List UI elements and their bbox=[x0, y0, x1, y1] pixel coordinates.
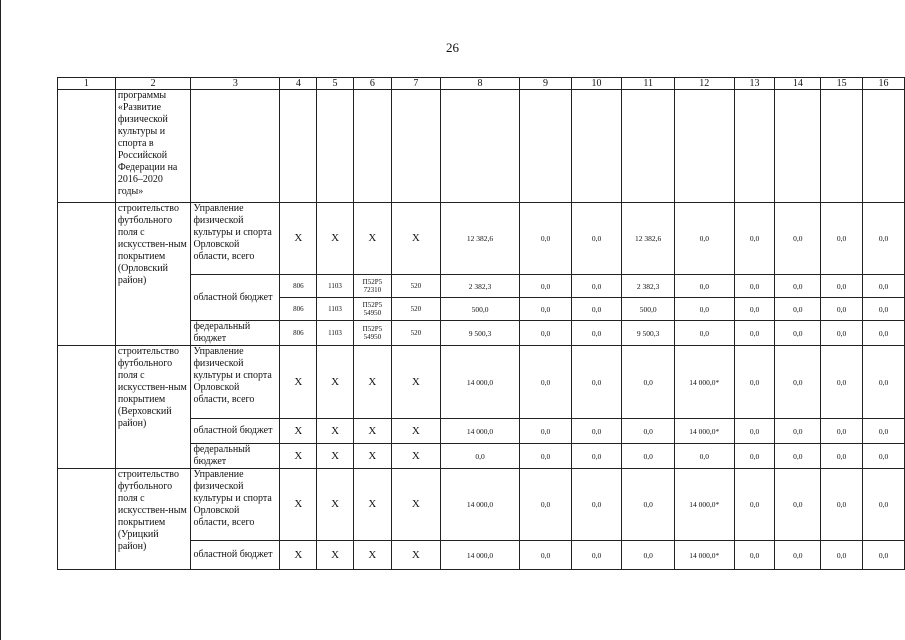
value-cell: 0,0 bbox=[863, 203, 905, 275]
table-row bbox=[58, 346, 905, 419]
empty-cell bbox=[675, 90, 735, 203]
value-cell: 9 500,3 bbox=[622, 321, 675, 346]
x-mark: X bbox=[317, 346, 353, 419]
x-mark: X bbox=[353, 469, 391, 541]
empty-cell bbox=[191, 90, 280, 203]
value-cell: 0,0 bbox=[622, 541, 675, 570]
x-mark: X bbox=[317, 541, 353, 570]
value-cell: 0,0 bbox=[520, 203, 571, 275]
table-row bbox=[58, 203, 905, 275]
object-name-cell: строительство футбольного поля с искусствен-ным покрытием (Урицкий район) bbox=[115, 469, 191, 570]
value-cell: 0,0 bbox=[863, 321, 905, 346]
value-cell: 0,0 bbox=[571, 346, 622, 419]
value-cell: 0,0 bbox=[775, 275, 821, 298]
value-cell: 0,0 bbox=[821, 203, 863, 275]
value-cell: 0,0 bbox=[775, 298, 821, 321]
value-cell: 0,0 bbox=[821, 419, 863, 444]
empty-cell bbox=[58, 203, 116, 346]
value-cell: 500,0 bbox=[622, 298, 675, 321]
value-cell: 2 382,3 bbox=[440, 275, 520, 298]
value-cell: 12 382,6 bbox=[622, 203, 675, 275]
value-cell: 0,0 bbox=[571, 444, 622, 469]
value-cell: 0,0 bbox=[863, 419, 905, 444]
value-cell: 0,0 bbox=[775, 469, 821, 541]
code-cell: 520 bbox=[392, 321, 441, 346]
value-cell: 0,0 bbox=[863, 275, 905, 298]
x-mark: X bbox=[392, 469, 441, 541]
x-mark: X bbox=[280, 419, 317, 444]
value-cell: 0,0 bbox=[734, 203, 775, 275]
column-number: 9 bbox=[520, 78, 571, 90]
column-number: 11 bbox=[622, 78, 675, 90]
x-mark: X bbox=[280, 203, 317, 275]
empty-cell bbox=[821, 90, 863, 203]
page-number: 26 bbox=[446, 40, 459, 55]
left-page-rule bbox=[0, 0, 1, 640]
empty-cell bbox=[58, 90, 116, 203]
value-cell: 0,0 bbox=[775, 346, 821, 419]
value-cell: 0,0 bbox=[571, 469, 622, 541]
code-cell: 520 bbox=[392, 275, 441, 298]
x-mark: X bbox=[353, 419, 391, 444]
value-cell: 0,0 bbox=[734, 321, 775, 346]
x-mark: X bbox=[392, 346, 441, 419]
column-number: 1 bbox=[58, 78, 116, 90]
value-cell: 0,0 bbox=[734, 469, 775, 541]
empty-cell bbox=[58, 469, 116, 570]
empty-cell bbox=[353, 90, 391, 203]
x-mark: X bbox=[392, 203, 441, 275]
x-mark: X bbox=[280, 444, 317, 469]
funding-source-cell: федеральный бюджет bbox=[191, 321, 280, 346]
value-cell: 0,0 bbox=[520, 541, 571, 570]
x-mark: X bbox=[280, 346, 317, 419]
value-cell: 14 000,0* bbox=[675, 346, 735, 419]
value-cell: 0,0 bbox=[775, 444, 821, 469]
value-cell: 0,0 bbox=[734, 275, 775, 298]
object-name-cell: строительство футбольного поля с искусствен-ным покрытием (Орловский район) bbox=[115, 203, 191, 346]
value-cell: 9 500,3 bbox=[440, 321, 520, 346]
value-cell: 0,0 bbox=[622, 419, 675, 444]
value-cell: 0,0 bbox=[821, 321, 863, 346]
x-mark: X bbox=[392, 419, 441, 444]
value-cell: 0,0 bbox=[821, 275, 863, 298]
empty-cell bbox=[392, 90, 441, 203]
column-number: 10 bbox=[571, 78, 622, 90]
table-row bbox=[58, 469, 905, 541]
funding-source-cell: областной бюджет bbox=[191, 419, 280, 444]
value-cell: 0,0 bbox=[821, 541, 863, 570]
column-number: 14 bbox=[775, 78, 821, 90]
value-cell: 0,0 bbox=[775, 321, 821, 346]
value-cell: 500,0 bbox=[440, 298, 520, 321]
value-cell: 0,0 bbox=[571, 541, 622, 570]
funding-source-cell: Управление физической культуры и спорта Орловской области, всего bbox=[191, 469, 280, 541]
value-cell: 0,0 bbox=[734, 298, 775, 321]
value-cell: 14 000,0 bbox=[440, 419, 520, 444]
value-cell: 0,0 bbox=[775, 541, 821, 570]
value-cell: 0,0 bbox=[622, 469, 675, 541]
value-cell: 0,0 bbox=[863, 541, 905, 570]
funding-source-cell: Управление физической культуры и спорта Орловской области, всего bbox=[191, 203, 280, 275]
value-cell: 0,0 bbox=[520, 275, 571, 298]
budget-table bbox=[57, 77, 905, 570]
code-cell: 1103 bbox=[317, 275, 353, 298]
x-mark: X bbox=[353, 346, 391, 419]
value-cell: 0,0 bbox=[675, 321, 735, 346]
table-body bbox=[58, 78, 905, 570]
empty-cell bbox=[520, 90, 571, 203]
value-cell: 0,0 bbox=[520, 321, 571, 346]
code-cell: 806 bbox=[280, 298, 317, 321]
column-number: 8 bbox=[440, 78, 520, 90]
header-row bbox=[58, 78, 905, 90]
code-cell: 806 bbox=[280, 275, 317, 298]
empty-cell bbox=[622, 90, 675, 203]
column-number: 15 bbox=[821, 78, 863, 90]
value-cell: 0,0 bbox=[520, 419, 571, 444]
program-name-cell: программы «Развитие физической культуры и спорта в Российской Федерации на 2016–2020 годы» bbox=[115, 90, 191, 203]
funding-source-cell: Управление физической культуры и спорта Орловской области, всего bbox=[191, 346, 280, 419]
value-cell: 0,0 bbox=[622, 346, 675, 419]
value-cell: 0,0 bbox=[675, 203, 735, 275]
value-cell: 0,0 bbox=[821, 444, 863, 469]
value-cell: 14 000,0 bbox=[440, 346, 520, 419]
value-cell: 0,0 bbox=[775, 203, 821, 275]
value-cell: 0,0 bbox=[675, 298, 735, 321]
value-cell: 0,0 bbox=[571, 275, 622, 298]
value-cell: 0,0 bbox=[821, 346, 863, 419]
code-cell: 806 bbox=[280, 321, 317, 346]
empty-cell bbox=[734, 90, 775, 203]
table-row bbox=[58, 90, 905, 203]
column-number: 16 bbox=[863, 78, 905, 90]
value-cell: 0,0 bbox=[775, 419, 821, 444]
column-number: 12 bbox=[675, 78, 735, 90]
value-cell: 0,0 bbox=[821, 469, 863, 541]
x-mark: X bbox=[317, 419, 353, 444]
empty-cell bbox=[775, 90, 821, 203]
x-mark: X bbox=[317, 469, 353, 541]
column-number: 3 bbox=[191, 78, 280, 90]
x-mark: X bbox=[392, 541, 441, 570]
column-number: 2 bbox=[115, 78, 191, 90]
value-cell: 0,0 bbox=[734, 346, 775, 419]
value-cell: 0,0 bbox=[571, 419, 622, 444]
value-cell: 0,0 bbox=[571, 298, 622, 321]
value-cell: 0,0 bbox=[675, 275, 735, 298]
value-cell: 12 382,6 bbox=[440, 203, 520, 275]
value-cell: 14 000,0* bbox=[675, 541, 735, 570]
column-number: 13 bbox=[734, 78, 775, 90]
value-cell: 0,0 bbox=[571, 321, 622, 346]
value-cell: 0,0 bbox=[520, 444, 571, 469]
empty-cell bbox=[317, 90, 353, 203]
value-cell: 14 000,0* bbox=[675, 419, 735, 444]
value-cell: 0,0 bbox=[863, 444, 905, 469]
x-mark: X bbox=[353, 444, 391, 469]
value-cell: 0,0 bbox=[734, 444, 775, 469]
funding-source-cell: областной бюджет bbox=[191, 541, 280, 570]
value-cell: 0,0 bbox=[520, 469, 571, 541]
code-cell: П52Р5 54950 bbox=[353, 321, 391, 346]
empty-cell bbox=[440, 90, 520, 203]
x-mark: X bbox=[317, 203, 353, 275]
value-cell: 14 000,0 bbox=[440, 469, 520, 541]
column-number: 7 bbox=[392, 78, 441, 90]
value-cell: 0,0 bbox=[520, 298, 571, 321]
column-number: 4 bbox=[280, 78, 317, 90]
value-cell: 14 000,0* bbox=[675, 469, 735, 541]
value-cell: 0,0 bbox=[821, 298, 863, 321]
code-cell: 1103 bbox=[317, 298, 353, 321]
value-cell: 0,0 bbox=[675, 444, 735, 469]
value-cell: 2 382,3 bbox=[622, 275, 675, 298]
x-mark: X bbox=[280, 469, 317, 541]
empty-cell bbox=[863, 90, 905, 203]
x-mark: X bbox=[353, 203, 391, 275]
x-mark: X bbox=[317, 444, 353, 469]
code-cell: 520 bbox=[392, 298, 441, 321]
code-cell: 1103 bbox=[317, 321, 353, 346]
code-cell: П52Р5 54950 bbox=[353, 298, 391, 321]
funding-source-cell: областной бюджет bbox=[191, 275, 280, 321]
object-name-cell: строительство футбольного поля с искусствен-ным покрытием (Верховский район) bbox=[115, 346, 191, 469]
code-cell: П52Р5 72310 bbox=[353, 275, 391, 298]
value-cell: 0,0 bbox=[440, 444, 520, 469]
x-mark: X bbox=[392, 444, 441, 469]
value-cell: 0,0 bbox=[734, 419, 775, 444]
empty-cell bbox=[58, 346, 116, 469]
column-number: 5 bbox=[317, 78, 353, 90]
value-cell: 0,0 bbox=[863, 469, 905, 541]
column-number: 6 bbox=[353, 78, 391, 90]
x-mark: X bbox=[280, 541, 317, 570]
value-cell: 0,0 bbox=[863, 346, 905, 419]
funding-source-cell: федеральный бюджет bbox=[191, 444, 280, 469]
value-cell: 0,0 bbox=[863, 298, 905, 321]
value-cell: 0,0 bbox=[734, 541, 775, 570]
x-mark: X bbox=[353, 541, 391, 570]
empty-cell bbox=[571, 90, 622, 203]
value-cell: 14 000,0 bbox=[440, 541, 520, 570]
value-cell: 0,0 bbox=[622, 444, 675, 469]
value-cell: 0,0 bbox=[520, 346, 571, 419]
empty-cell bbox=[280, 90, 317, 203]
value-cell: 0,0 bbox=[571, 203, 622, 275]
